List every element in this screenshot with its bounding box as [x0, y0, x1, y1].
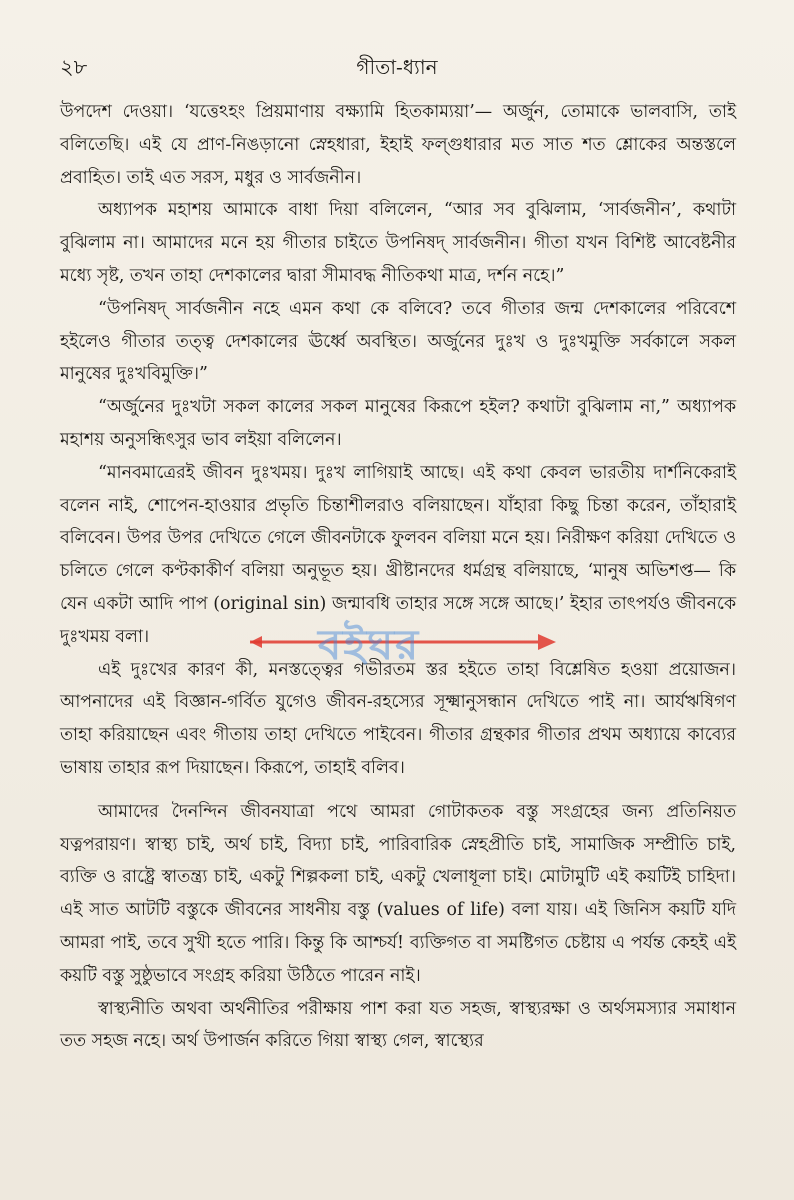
paragraph: স্বাস্থ্যনীতি অথবা অর্থনীতির পরীক্ষায় পাশ করা যত সহজ, স্বাস্থ্যরক্ষা ও অর্থসমস্যার সমাধান তত সহজ নহে। অর্থ উপার্জন করিতে গিয়া স্বাস্থ্য গেল, স্বাস্থ্যের	[60, 998, 736, 1052]
paragraph: “অর্জুনের দুঃখটা সকল কালের সকল মানুষের কিরূপে হইল? কথাটা বুঝিলাম না,” অধ্যাপক মহাশয় অনুসন্ধিৎসুর ভাব লইয়া বলিলেন।	[60, 397, 736, 450]
watermark-text: বইঘর	[318, 620, 421, 669]
page-number: ২৮	[60, 55, 88, 79]
paragraph: “উপনিষদ্ সার্বজনীন নহে এমন কথা কে বলিবে? তবে গীতার জন্ম দেশকালের পরিবেশে হইলেও গীতার তত্ত্ব দেশকালের ঊর্ধ্বে অবস্থিত। অর্জুনের দুঃখ ও দুঃখমুক্তি সর্বকালে সকল মানুষের দুঃখবিমুক্তি।”	[60, 298, 736, 385]
body-text	[60, 96, 736, 1058]
paragraph: অধ্যাপক মহাশয় আমাকে বাধা দিয়া বলিলেন, “আর সব বুঝিলাম, ‘সার্বজনীন’, কথাটা বুঝিলাম না। আমাদের মনে হয় গীতার চাইতে উপনিষদ্ সার্বজনীন। গীতা যখন বিশিষ্ট আবেষ্টনীর মধ্যে সৃষ্ট, তখন তাহা দেশকালের দ্বারা সীমাবদ্ধ নীতিকথা মাত্র, দর্শন নহে।”	[60, 200, 736, 286]
paragraph: উপদেশ দেওয়া। ‘যত্তেঽহং প্রিয়মাণায় বক্ষ্যামি হিতকাম্যয়া’— অর্জুন, তোমাকে ভালবাসি, তাই বলিতেছি। এই যে প্রাণ-নিঙড়ানো স্নেহধারা, ইহাই ফল্গুধারার মত সাত শত শ্লোকের অন্তস্তলে প্রবাহিত। তাই এত সরস, মধুর ও সার্বজনীন।	[60, 102, 736, 188]
page-header	[60, 52, 734, 88]
paragraph: আমাদের দৈনন্দিন জীবনযাত্রা পথে আমরা গোটাকতক বস্তু সংগ্রহের জন্য প্রতিনিয়ত যত্নপরায়ণ। স্বাস্থ্য চাই, অর্থ চাই, বিদ্যা চাই, পারিবারিক স্নেহপ্রীতি চাই, সামাজিক সম্প্রীতি চাই, ব্যক্তি ও রাষ্ট্রে স্বাতন্ত্র্য চাই, একটু শিল্পকলা চাই, একটু খেলাধূলা চাই। মোটামুটি এই কয়টিই চাহিদা। এই সাত আটটি বস্তুকে জীবনের সাধনীয় বস্তু (values of life) বলা যায়। এই জিনিস কয়টি যদি আমরা পাই, তবে সুখী হতে পারি। কিন্তু কি আশ্চর্য! ব্যক্তিগত বা সমষ্টিগত চেষ্টায় এ পর্যন্ত কেহই এই কয়টি বস্তু সুষ্ঠুভাবে সংগ্রহ করিয়া উঠিতে পারেন নাই।	[60, 801, 736, 986]
paragraph: “মানবমাত্রেরই জীবন দুঃখময়। দুঃখ লাগিয়াই আছে। এই কথা কেবল ভারতীয় দার্শনিকেরাই বলেন নাই, শোপেন-হাওয়ার প্রভৃতি চিন্তাশীলরাও বলিয়াছেন। যাঁহারা কিছু চিন্তা করেন, তাঁহারাই বলিবেন। উপর উপর দেখিতে গেলে জীবনটাকে ফুলবন বলিয়া মনে হয়। নিরীক্ষণ করিয়া দেখিতে ও চলিতে গেলে কণ্টকাকীর্ণ বলিয়া অনুভূত হয়। খ্রীষ্টানদের ধর্মগ্রন্থ বলিয়াছে, ‘মানুষ অভিশপ্ত— কি যেন একটা আদি পাপ (original sin) জন্মাবধি তাহার সঙ্গে সঙ্গে আছে।’ ইহার তাৎপর্যও জীবনকে দুঃখময় বলা।	[60, 462, 736, 647]
running-title: গীতা-ধ্যান	[356, 55, 438, 79]
paragraph: এই দুঃখের কারণ কী, মনস্তত্ত্বের গভীরতম স্তর হইতে তাহা বিশ্লেষিত হওয়া প্রয়োজন। আপনাদের এই বিজ্ঞান-গর্বিত যুগেও জীবন-রহস্যের সূক্ষ্মানুসন্ধান দেখিতে পাই না। আর্যঋষিগণ তাহা করিয়াছেন এবং গীতায় তাহা দেখিতে পাইবেন। গীতার গ্রন্থকার গীতার প্রথম অধ্যায়ে কাব্যের ভাষায় তাহার রূপ দিয়াছেন। কিরূপে, তাহাই বলিব।	[60, 659, 736, 778]
